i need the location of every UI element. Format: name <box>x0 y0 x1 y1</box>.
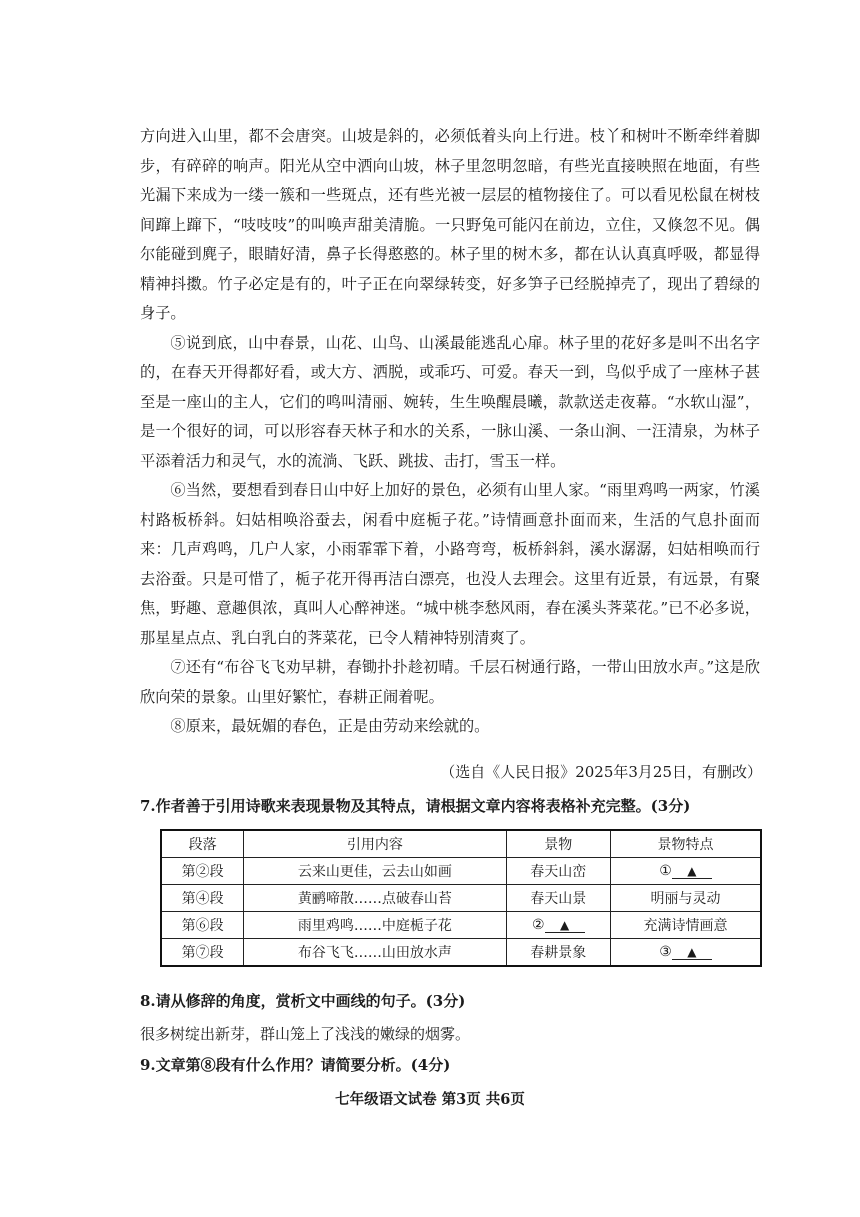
header-quote: 引用内容 <box>244 830 506 858</box>
table-header-row <box>161 830 761 858</box>
header-paragraph: 段落 <box>161 830 244 858</box>
paragraph-continued: 方向进入山里，都不会唐突。山坡是斜的，必须低着头向上行进。枝丫和树叶不断牵绊着脚步，有碎碎的响声。阳光从空中洒向山坡，林子里忽明忽暗，有些光直接映照在地面，有些光漏下来成为一缕一簇和一些斑点，还有些光被一层层的植物接住了。可以看见松鼠在树枝间蹿上蹿下，“吱吱吱”的叫唤声甜美清脆。一只野兔可能闪在前边，立住，又倏忽不见。偶尔能碰到麂子，眼睛好清，鼻子长得憨憨的。林子里的树木多，都在认认真真呼吸，都显得精神抖擞。竹子必定是有的，叶子正在向翠绿转变，好多笋子已经脱掉壳了，现出了碧绿的身子。 <box>140 127 760 322</box>
cell-feature: 充满诗情画意 <box>611 912 761 939</box>
cell-quote: 黄鹂啼散……点破春山苔 <box>244 885 506 912</box>
answer-blank[interactable]: ▲ <box>672 945 712 960</box>
paragraph-6: ⑥当然，要想看到春日山中好上加好的景色，必须有山里人家。“雨里鸡鸣一两家，竹溪村路板桥斜。妇姑相唤浴蚕去，闲看中庭栀子花。”诗情画意扑面而来，生活的气息扑面而来：几声鸡鸣，几户人家，小雨霏霏下着，小路弯弯，板桥斜斜，溪水潺潺，妇姑相唤而行去浴蚕。只是可惜了，栀子花开得再洁白漂亮，也没人去理会。这里有近景，有远景，有聚焦，野趣、意趣俱浓，真叫人心醉神迷。“城中桃李愁风雨，春在溪头荠菜花。”已不必多说，那星星点点、乳白乳白的荠菜花，已令人精神特别清爽了。 <box>140 481 760 647</box>
source-note: （选自《人民日报》2025年3月25日，有删改） <box>440 763 762 781</box>
cell-scenery: 春天山峦 <box>506 858 611 885</box>
answer-blank[interactable]: ▲ <box>545 918 585 933</box>
table-row <box>161 939 761 967</box>
underlined-sentence: 很多树绽出新芽，群山笼上了浅浅的嫩绿的烟雾。 <box>140 1025 471 1043</box>
cell-scenery-blank[interactable] <box>506 912 611 939</box>
question-7: 7.作者善于引用诗歌来表现景物及其特点，请根据文章内容将表格补充完整。(3分) <box>140 797 691 815</box>
cell-scenery: 春天山景 <box>506 885 611 912</box>
cell-paragraph: 第⑥段 <box>161 912 244 939</box>
blank-number: ① <box>659 863 672 879</box>
passage <box>140 122 760 742</box>
question-8: 8.请从修辞的角度，赏析文中画线的句子。(3分) <box>140 992 466 1010</box>
header-scenery: 景物 <box>506 830 611 858</box>
cell-quote: 雨里鸡鸣……中庭栀子花 <box>244 912 506 939</box>
header-feature: 景物特点 <box>611 830 761 858</box>
question-9: 9.文章第⑧段有什么作用？请简要分析。(4分) <box>140 1056 451 1074</box>
paragraph-8: ⑧原来，最妩媚的春色，正是由劳动来绘就的。 <box>170 717 490 735</box>
page-footer: 七年级语文试卷 第3页 共6页 <box>335 1091 525 1108</box>
answer-blank[interactable]: ▲ <box>672 864 712 879</box>
cell-feature: 明丽与灵动 <box>611 885 761 912</box>
cell-paragraph: 第⑦段 <box>161 939 244 967</box>
cell-quote: 布谷飞飞……山田放水声 <box>244 939 506 967</box>
blank-number: ② <box>532 917 545 933</box>
cell-quote: 云来山更佳，云去山如画 <box>244 858 506 885</box>
table-row <box>161 885 761 912</box>
cell-paragraph: 第②段 <box>161 858 244 885</box>
paragraph-5: ⑤说到底，山中春景，山花、山鸟、山溪最能逃乱心扉。林子里的花好多是叫不出名字的，在春天开得都好看，或大方、洒脱，或乖巧、可爱。春天一到，鸟似乎成了一座林子甚至是一座山的主人，它们的鸣叫清丽、婉转，生生唤醒晨曦，款款送走夜幕。“水软山湿”，是一个很好的词，可以形容春天林子和水的关系，一脉山溪、一条山涧、一汪清泉，为林子平添着活力和灵气，水的流淌、飞跃、跳拔、击打，雪玉一样。 <box>140 333 760 470</box>
cell-scenery: 春耕景象 <box>506 939 611 967</box>
cell-feature-blank[interactable] <box>611 858 761 885</box>
cell-paragraph: 第④段 <box>161 885 244 912</box>
cell-feature-blank[interactable] <box>611 939 761 967</box>
answer-table <box>160 829 762 967</box>
paragraph-7: ⑦还有“布谷飞飞劝早耕，春锄扑扑趁初晴。千层石树通行路，一带山田放水声。”这是欣欣向荣的景象。山里好繁忙，春耕正闹着呢。 <box>140 658 760 706</box>
table-row <box>161 858 761 885</box>
blank-number: ③ <box>659 944 672 960</box>
table-row <box>161 912 761 939</box>
